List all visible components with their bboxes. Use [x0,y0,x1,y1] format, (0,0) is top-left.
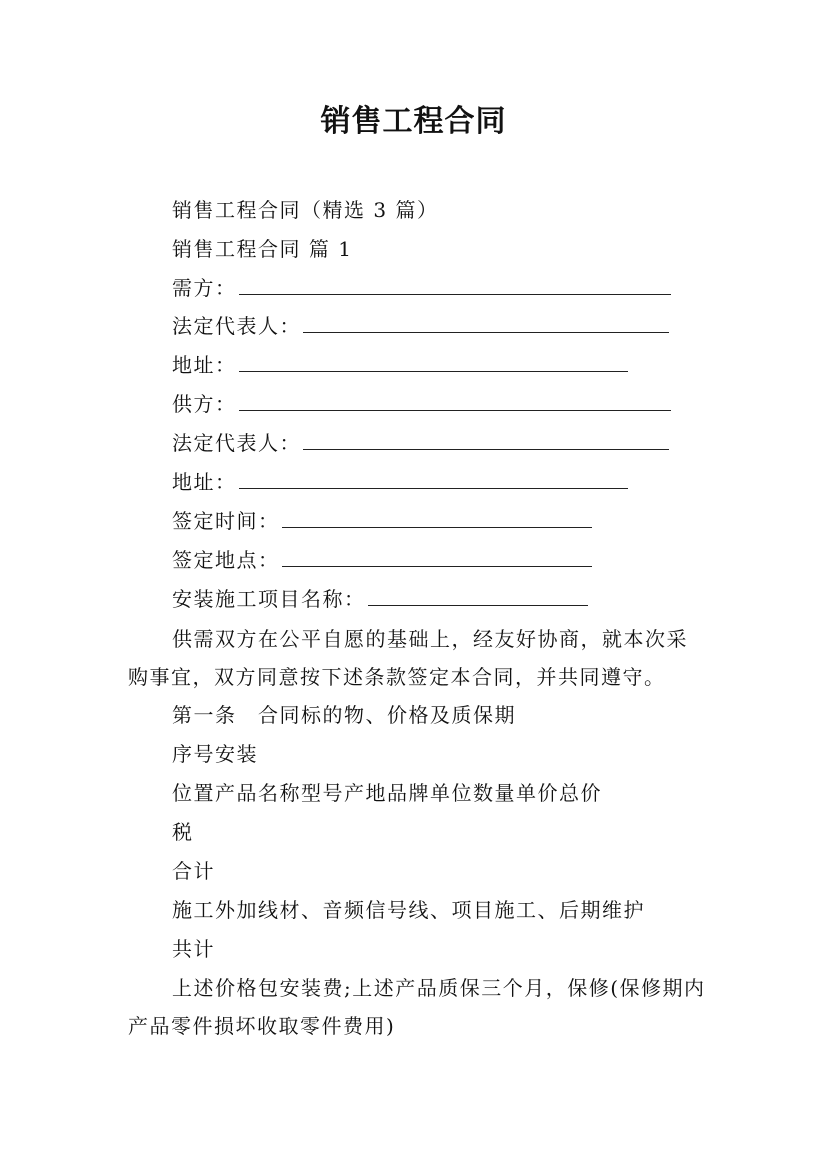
warranty-paragraph: 上述价格包安装费;上述产品质保三个月，保修(保修期内产品零件损坏收取零件费用) [128,976,706,1038]
seller-rep-blank [303,429,669,450]
buyer-addr-label: 地址： [172,353,237,377]
table-line-4: 合计 [172,859,215,883]
buyer-blank [239,274,671,295]
table-line-1: 序号安装 [172,742,258,766]
project-name-label: 安装施工项目名称： [172,587,366,611]
subtitle: 销售工程合同（精选 3 篇） [172,198,439,222]
sign-time-label: 签定时间： [172,509,280,533]
seller-line [172,389,671,419]
buyer-rep-blank [303,312,669,333]
article-1-heading: 第一条 合同标的物、价格及质保期 [172,703,516,727]
seller-rep-line [172,428,669,458]
intro-paragraph: 供需双方在公平自愿的基础上，经友好协商，就本次采购事宜，双方同意按下述条款签定本合同，并共同遵守。 [128,627,688,689]
seller-addr-line [172,467,628,497]
seller-blank [239,390,671,411]
seller-rep-label: 法定代表人： [172,431,301,455]
table-line-6: 共计 [172,937,215,961]
sign-place-label: 签定地点： [172,548,280,572]
seller-label: 供方： [172,392,237,416]
seller-addr-blank [239,468,628,489]
sign-place-line [172,545,592,575]
document-title: 销售工程合同 [320,104,507,139]
sign-place-blank [282,546,592,567]
buyer-addr-line [172,350,628,380]
project-name-blank [368,585,588,606]
buyer-addr-blank [239,351,628,372]
table-line-2: 位置产品名称型号产地品牌单位数量单价总价 [172,781,602,805]
sign-time-line [172,506,592,536]
sign-time-blank [282,507,592,528]
section-title: 销售工程合同 篇 1 [172,237,353,261]
buyer-rep-label: 法定代表人： [172,314,301,338]
seller-addr-label: 地址： [172,470,237,494]
buyer-label: 需方： [172,276,237,300]
buyer-line [172,273,671,303]
buyer-rep-line [172,311,669,341]
table-line-3: 税 [172,820,194,844]
project-name-line [172,584,588,614]
table-line-5: 施工外加线材、音频信号线、项目施工、后期维护 [172,898,645,922]
